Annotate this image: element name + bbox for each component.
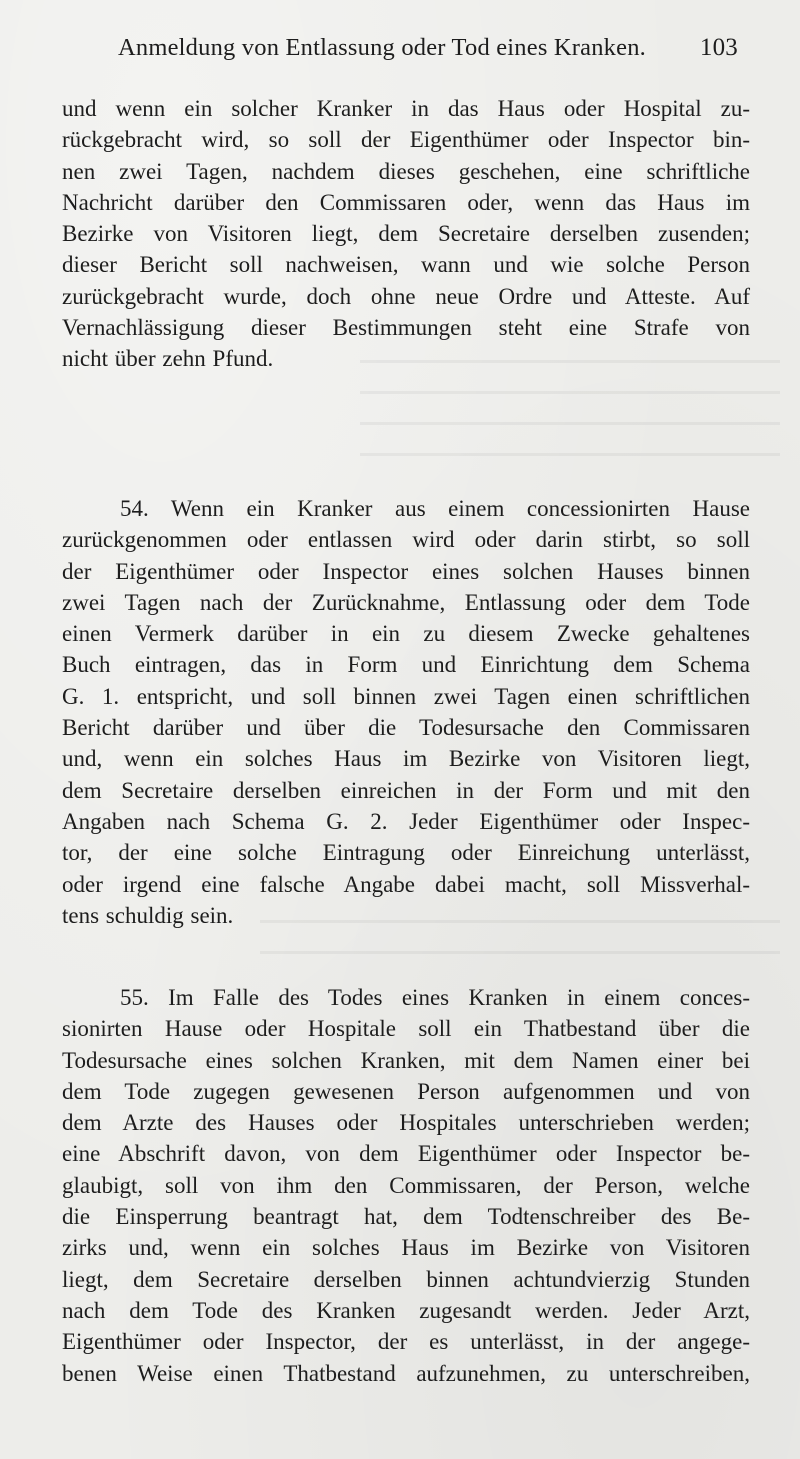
- text-line: 55. Im Falle des Todes eines Kranken in einem conces-: [120, 985, 750, 1010]
- text-line: Todesursache eines solchen Kranken, mit dem Namen einer bei: [62, 1047, 750, 1073]
- running-title: Anmeldung von Entlassung oder Tod eines Kranken.: [118, 34, 646, 61]
- text-line: Bezirke von Visitoren liegt, dem Secretaire derselben zusenden;: [62, 221, 750, 247]
- text-line: zurückgenommen oder entlassen wird oder darin stirbt, so soll: [62, 527, 750, 553]
- text-line: dem Arzte des Hauses oder Hospitales unterschrieben werden;: [62, 1110, 750, 1136]
- text-line: einen Vermerk darüber in ein zu diesem Zwecke gehaltenes: [62, 621, 750, 647]
- text-line: benen Weise einen Thatbestand aufzunehmen, zu unterschreiben,: [62, 1360, 750, 1386]
- text-line: tens schuldig sein.: [62, 902, 234, 928]
- page-number: 103: [699, 34, 738, 61]
- text-line: zurückgebracht wurde, doch ohne neue Ordre und Atteste. Auf: [62, 283, 750, 309]
- text-line: Bericht darüber und über die Todesursache den Commissaren: [62, 715, 750, 741]
- text-line: tor, der eine solche Eintragung oder Einreichung unterlässt,: [62, 840, 750, 866]
- text-line: Vernachlässigung dieser Bestimmungen steht eine Strafe von: [62, 315, 750, 341]
- text-line: dieser Bericht soll nachweisen, wann und wie solche Person: [62, 252, 750, 278]
- text-line: Eigenthümer oder Inspector, der es unterlässt, in der angege-: [62, 1329, 750, 1355]
- text-line: dem Tode zugegen gewesenen Person aufgenommen und von: [62, 1078, 750, 1104]
- text-line: zwei Tagen nach der Zurücknahme, Entlassung oder dem Tode: [62, 589, 750, 615]
- text-line: eine Abschrift davon, von dem Eigenthümer oder Inspector be-: [62, 1141, 750, 1167]
- text-line: oder irgend eine falsche Angabe dabei macht, soll Missverhal-: [62, 871, 750, 897]
- text-line: Nachricht darüber den Commissaren oder, wenn das Haus im: [62, 189, 750, 215]
- text-line: und wenn ein solcher Kranker in das Haus oder Hospital zu-: [62, 96, 750, 121]
- text-line: nen zwei Tagen, nachdem dieses geschehen, eine schriftliche: [62, 158, 750, 184]
- text-line: nicht über zehn Pfund.: [62, 346, 274, 372]
- text-line: Angaben nach Schema G. 2. Jeder Eigenthümer oder Inspec-: [62, 808, 750, 834]
- paragraph-55: [62, 982, 750, 1389]
- paragraph-54: [62, 493, 750, 931]
- text-line: zirks und, wenn ein solches Haus im Bezirke von Visitoren: [62, 1235, 750, 1261]
- text-line: G. 1. entspricht, und soll binnen zwei Tagen einen schriftlichen: [62, 683, 750, 709]
- text-line: 54. Wenn ein Kranker aus einem concessionirten Hause: [120, 496, 750, 521]
- text-line: sionirten Hause oder Hospitale soll ein Thatbestand über die: [62, 1016, 750, 1042]
- text-line: rückgebracht wird, so soll der Eigenthümer oder Inspector bin-: [62, 127, 750, 153]
- text-line: dem Secretaire derselben einreichen in der Form und mit den: [62, 777, 750, 803]
- text-line: der Eigenthümer oder Inspector eines solchen Hauses binnen: [62, 558, 750, 584]
- text-line: glaubigt, soll von ihm den Commissaren, der Person, welche: [62, 1172, 750, 1198]
- text-line: die Einsperrung beantragt hat, dem Todtenschreiber des Be-: [62, 1204, 750, 1230]
- text-line: nach dem Tode des Kranken zugesandt werden. Jeder Arzt,: [62, 1297, 750, 1323]
- text-line: liegt, dem Secretaire derselben binnen achtundvierzig Stunden: [62, 1266, 750, 1292]
- text-line: Buch eintragen, das in Form und Einrichtung dem Schema: [62, 652, 750, 678]
- text-line: und, wenn ein solches Haus im Bezirke von Visitoren liegt,: [62, 746, 750, 772]
- paragraph-53-continued: [62, 93, 750, 375]
- page-header: [118, 34, 738, 78]
